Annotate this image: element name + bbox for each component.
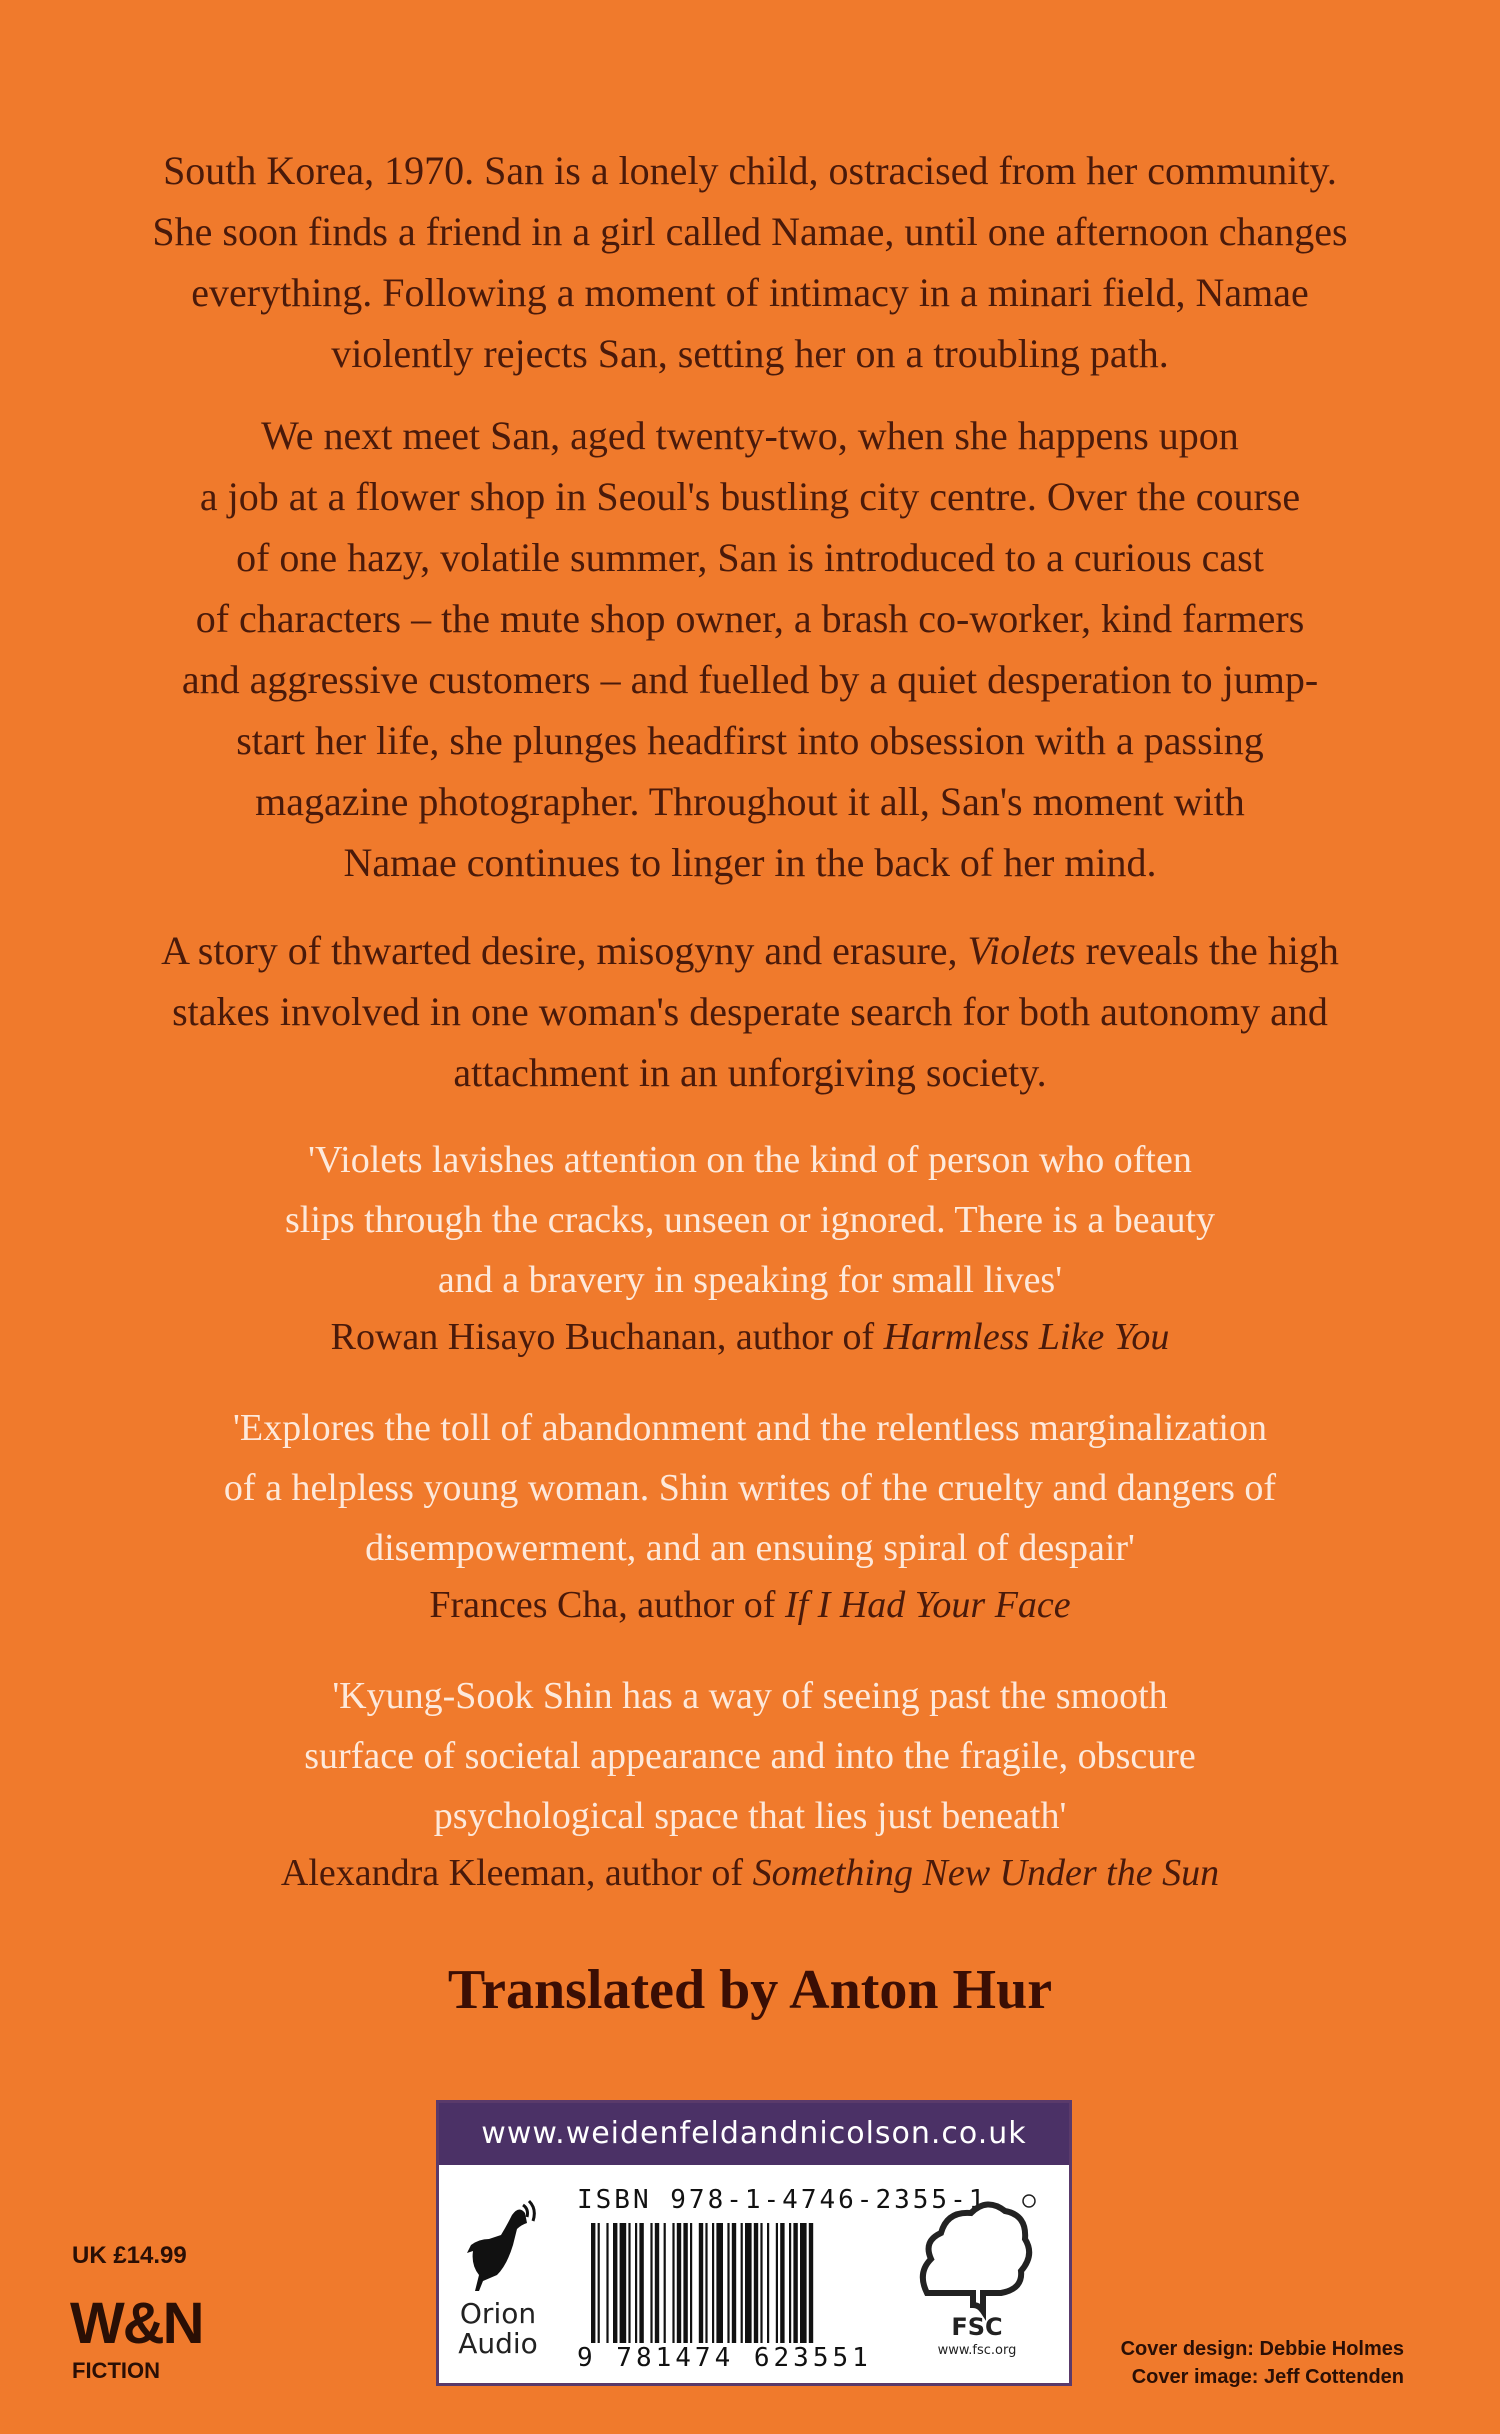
barcode-bar [760, 2223, 762, 2343]
price-label: UK £14.99 [72, 2242, 187, 2269]
blurb-line: everything. Following a moment of intimacy in a minari field, Namae [191, 270, 1309, 315]
quote-line: 'Kyung-Sook Shin has a way of seeing past the smooth [332, 1675, 1168, 1717]
review-quote-2 [140, 1398, 1360, 1578]
review-attribution-1 [140, 1310, 1360, 1364]
review-attribution-3 [140, 1846, 1360, 1900]
barcode-bar [800, 2223, 807, 2343]
attribution-work: If I Had Your Face [784, 1584, 1071, 1626]
barcode-image [589, 2223, 885, 2343]
quote-line: disempowerment, and an ensuing spiral of despair' [365, 1527, 1135, 1569]
fsc-tree-icon [917, 2193, 1037, 2343]
blurb-line: stakes involved in one woman's desperate search for both autonomy and [172, 989, 1328, 1034]
barcode-bar [628, 2223, 630, 2343]
attribution-author: Rowan Hisayo Buchanan, author of [330, 1316, 884, 1358]
barcode-bar [639, 2223, 643, 2343]
barcode-bar [767, 2223, 769, 2343]
attribution-work: Something New Under the Sun [752, 1852, 1220, 1894]
cover-design-credit: Cover design: Debbie Holmes [1120, 2338, 1404, 2360]
barcode-bar [650, 2223, 652, 2343]
blurb-line: of characters – the mute shop owner, a brash co-worker, kind farmers [195, 596, 1305, 641]
blurb-line [140, 920, 1360, 981]
barcode-bar [716, 2223, 723, 2343]
blurb-text: reveals the high [1075, 928, 1339, 973]
barcode-bar [620, 2223, 627, 2343]
blurb-paragraph-1 [140, 140, 1360, 384]
barcode-bar [793, 2223, 797, 2343]
barcode-bar [664, 2223, 666, 2343]
review-quote-3 [140, 1666, 1360, 1846]
blurb-paragraph-2 [140, 405, 1360, 893]
blurb-line: South Korea, 1970. San is a lonely child, ostracised from her community. [163, 148, 1337, 193]
blurb-line: magazine photographer. Throughout it all, San's moment with [255, 779, 1245, 824]
book-title: Violets [967, 928, 1076, 973]
orion-audio-label: Orion Audio [458, 2297, 538, 2360]
attribution-work: Harmless Like You [883, 1316, 1170, 1358]
publisher-url[interactable]: www.weidenfeldandnicolson.co.uk [439, 2103, 1069, 2165]
barcode-bar [683, 2223, 687, 2343]
blurb-line: violently rejects San, setting her on a troubling path. [331, 331, 1169, 376]
review-attribution-2 [140, 1578, 1360, 1632]
barcode-bar [780, 2223, 784, 2343]
barcode-bar [677, 2223, 681, 2343]
publisher-logo: W&N [70, 2291, 203, 2356]
barcode-panel [436, 2100, 1072, 2386]
blurb-line: a job at a flower shop in Seoul's bustling city centre. Over the course [199, 474, 1301, 519]
quote-line: of a helpless young woman. Shin writes of the cruelty and dangers of [223, 1467, 1277, 1509]
barcode-bar [598, 2223, 600, 2343]
blurb-line: start her life, she plunges headfirst into obsession with a passing [236, 718, 1264, 763]
barcode-bar [754, 2223, 758, 2343]
fsc-website: www.fsc.org [937, 2343, 1017, 2358]
orion-hound-icon [457, 2195, 537, 2295]
barcode-bar [776, 2223, 778, 2343]
barcode-bar [591, 2223, 595, 2343]
blurb-line: She soon finds a friend in a girl called Namae, until one afternoon changes [152, 209, 1348, 254]
blurb-line: of one hazy, volatile summer, San is introduced to a curious cast [236, 535, 1264, 580]
barcode-bar [655, 2223, 659, 2343]
fsc-logo-text: FSC [951, 2313, 1003, 2341]
barcode-bar [727, 2223, 729, 2343]
barcode-bar [741, 2223, 743, 2343]
barcode-bar [672, 2223, 674, 2343]
cover-image-credit: Cover image: Jeff Cottenden [1131, 2366, 1404, 2388]
blurb-line: and aggressive customers – and fuelled by a quiet desperation to jump- [181, 657, 1319, 702]
quote-line: psychological space that lies just beneath' [433, 1795, 1067, 1837]
barcode-bar [789, 2223, 791, 2343]
blurb-text: A story of thwarted desire, misogyny and erasure, [161, 928, 968, 973]
blurb-line: attachment in an unforgiving society. [453, 1050, 1047, 1095]
barcode-digits: 9 781474 623551 [577, 2343, 872, 2373]
quote-line: slips through the cracks, unseen or ignored. There is a beauty [284, 1199, 1216, 1241]
barcode-bar [705, 2223, 707, 2343]
quote-line: 'Explores the toll of abandonment and the relentless marginalization [233, 1407, 1267, 1449]
barcode-bar [745, 2223, 752, 2343]
barcode-bar [690, 2223, 692, 2343]
barcode-bar [809, 2223, 813, 2343]
barcode-bar [712, 2223, 714, 2343]
barcode-bar [613, 2223, 617, 2343]
cover-credits [1121, 2335, 1404, 2391]
barcode-bar [699, 2223, 703, 2343]
quote-line: 'Violets lavishes attention on the kind of person who often [308, 1139, 1192, 1181]
review-quote-1 [140, 1130, 1360, 1310]
barcode-bar [635, 2223, 637, 2343]
attribution-author: Frances Cha, author of [429, 1584, 785, 1626]
blurb-paragraph-3 [140, 920, 1360, 1103]
barcode-bar [732, 2223, 736, 2343]
barcode-bar [606, 2223, 608, 2343]
quote-line: and a bravery in speaking for small lives' [437, 1259, 1063, 1301]
translator-credit: Translated by Anton Hur [447, 1959, 1053, 2021]
blurb-line: We next meet San, aged twenty-two, when she happens upon [261, 413, 1239, 458]
imprint-label: FICTION [72, 2358, 160, 2383]
isbn-text: ISBN 978-1-4746-2355-1 [577, 2185, 988, 2215]
attribution-author: Alexandra Kleeman, author of [280, 1852, 753, 1894]
quote-line: surface of societal appearance and into the fragile, obscure [304, 1735, 1196, 1777]
blurb-line: Namae continues to linger in the back of her mind. [343, 840, 1157, 885]
